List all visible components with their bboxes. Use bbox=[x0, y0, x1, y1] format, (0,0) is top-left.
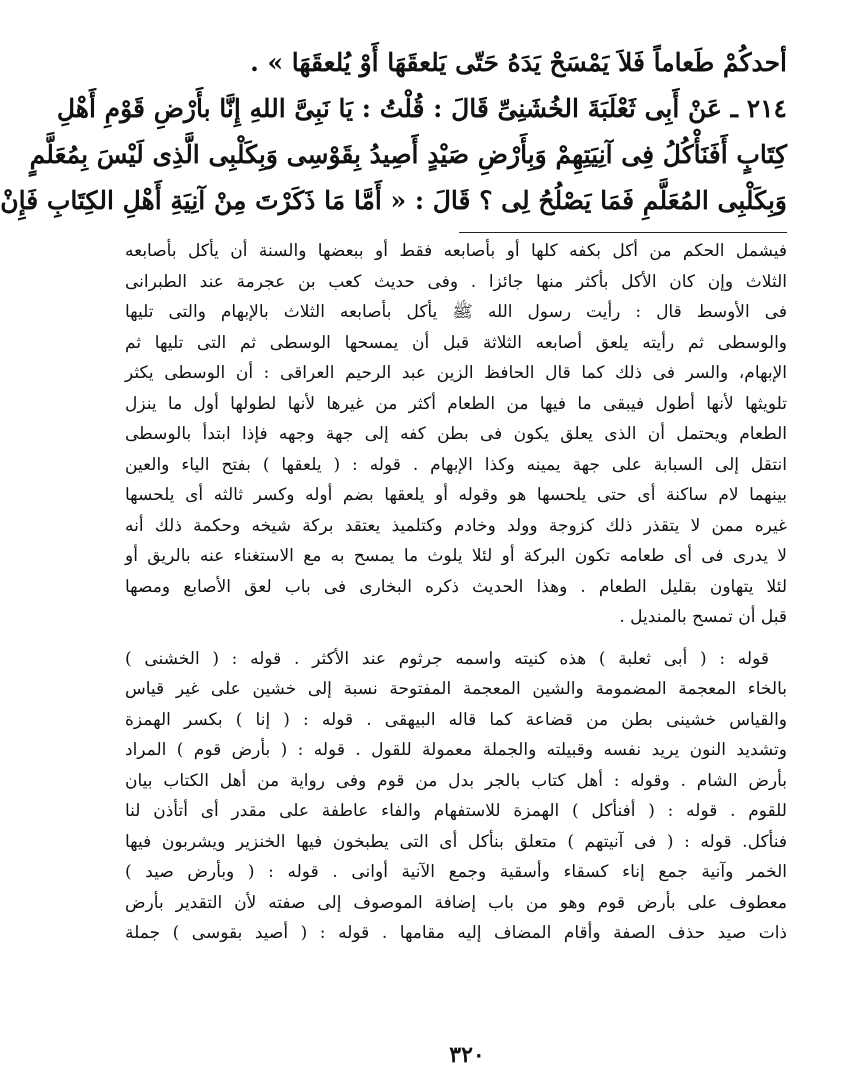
commentary-line: بالخاء المعجمة المضمومة والشين المعجمة المفتوحة نسبة إلى خشين على غير قياس bbox=[125, 679, 787, 699]
commentary-line: غيره ممن لا يتقذر ذلك كزوجة وولد وخادم وكتلميذ يعتقد بركة شيخه وحكمة ذلك أنه bbox=[125, 515, 787, 536]
commentary-line: والوسطى ثم رأيته يلعق أصابعه الثلاثة قبل أن يمسحها الوسطى ثم التى تليها ثم bbox=[125, 332, 787, 353]
commentary-line: فيشمل الحكم من أكل بكفه كلها أو بأصابعه فقط أو ببعضها والسنة أن يأكل بأصابعه bbox=[125, 241, 787, 261]
commentary-line: فنأكل. قوله : ( فى آنيتهم ) متعلق بنأكل أى التى يطبخون فيها الخنزير ويشربون فيها bbox=[125, 831, 787, 852]
commentary-line: معطوف على بأرض قوم وهو من باب إضافة الموصوف إلى صفته لأن التقدير بأرض bbox=[125, 892, 787, 913]
separator-rule bbox=[459, 232, 787, 233]
commentary-line: قوله : ( أبى ثعلبة ) هذه كنيته واسمه جرثوم عند الأكثر . قوله : ( الخشنى ) bbox=[125, 648, 769, 669]
commentary-line: انتقل إلى السبابة على جهة يمينه وكذا الإبهام . قوله : ( يلعقها ) بفتح الياء والعين bbox=[125, 454, 787, 475]
commentary-line: لا يدرى فى أى طعامه تكون البركة أو لئلا يلوث ما يمسح به مع الاستغناء عنه بالريق أو bbox=[125, 546, 787, 566]
commentary-line: الخمر وآنية جمع إناء كسقاء وأسقية وجمع الآنية أوانى . قوله : ( وبأرض صيد ) bbox=[125, 862, 787, 882]
commentary-line: قبل أن تمسح بالمنديل . bbox=[619, 607, 787, 627]
paragraph-gap bbox=[125, 633, 787, 644]
commentary-line: ذات صيد حذف الصفة وأقام المضاف إليه مقامها . قوله : ( أصيد بقوسى ) جملة bbox=[125, 923, 787, 943]
hadith-line: كِتَابٍ أَفَنَأْكُلُ فِى آنِيَتِهِمْ وَبِأَرْضِ صَيْدٍ أَصِيدُ بِقَوْسِى وَبِكَلْبِى الَّذِى لَيْسَ بِمُعَلَّمٍ bbox=[29, 140, 787, 169]
commentary-line: للقوم . قوله : ( أفنأكل ) الهمزة للاستفهام والفاء عاطفة على مقدر أى أتأذن لنا bbox=[125, 801, 787, 821]
commentary-line: الطعام ويحتمل أن الذى يعلق يكون فى بطن كفه إلى جهة وجهه فإذا ابتدأ بالوسطى bbox=[125, 424, 787, 444]
commentary-line: الإبهام، والسر فى ذلك كما قال الحافظ الزين عبد الرحيم العراقى : أن الوسطى يكثر bbox=[125, 363, 787, 383]
page-number: ٣٢٠ bbox=[449, 1042, 485, 1068]
commentary-line: بينهما لام ساكنة أى حتى يلحسها هو وقوله أو يلعقها بضم أوله وكسر ثالثه أى يلحسها bbox=[125, 485, 787, 505]
commentary-line: بأرض الشام . وقوله : أهل كتاب بالجر بدل من قوم وفى رواية من أهل الكتاب بيان bbox=[125, 770, 787, 791]
commentary-line: لئلا يتهاون بقليل الطعام . وهذا الحديث ذكره البخارى فى باب لعق الأصابع ومصها bbox=[125, 576, 787, 597]
commentary-line: الثلاث وإن كان الأكل بأكثر منها جائزا . وفى حديث كعب بن عجرمة عند الطبرانى bbox=[125, 271, 787, 292]
hadith-line: أحدكُمْ طَعاماً فَلاَ يَمْسَحْ يَدَهُ حَتّى يَلعقَهَا أَوْ يُلعقَهَا » . bbox=[250, 48, 787, 77]
commentary-text bbox=[125, 236, 787, 949]
hadith-line: وَبِكَلْبِى المُعَلَّمِ فَمَا يَصْلُحُ لِى ؟ قَالَ : « أَمَّا مَا ذَكَرْتَ مِنْ آنِيَةِ أَهْلِ الكِتَابِ فَإِنْ bbox=[0, 186, 787, 215]
hadith-line: ٢١٤ ـ عَنْ أَبِى ثَعْلَبَةَ الخُشَنِىِّ قَالَ : قُلْتُ : يَا نَبِىَّ اللهِ إِنَّا بأَرْضِ قَوْمِ أَهْلِ bbox=[56, 94, 787, 123]
commentary-line: وتشديد النون يريد نفسه وقبيلته والجملة معمولة للقول . قوله : ( بأرض قوم ) المراد bbox=[125, 740, 787, 760]
commentary-line: فى الأوسط قال : رأيت رسول الله ﷺ يأكل بأصابعه الثلاث بالإبهام والتى تليها bbox=[125, 302, 787, 322]
hadith-text bbox=[0, 40, 787, 224]
commentary-line: والقياس خشينى بطن من قضاعة كما قاله البيهقى . قوله : ( إنا ) بكسر الهمزة bbox=[125, 709, 787, 730]
commentary-line: تلويثها لأنها أطول فيبقى ما فيها من الطعام أكثر من غيرها لأنها لطولها أول ما ينزل bbox=[125, 393, 787, 414]
